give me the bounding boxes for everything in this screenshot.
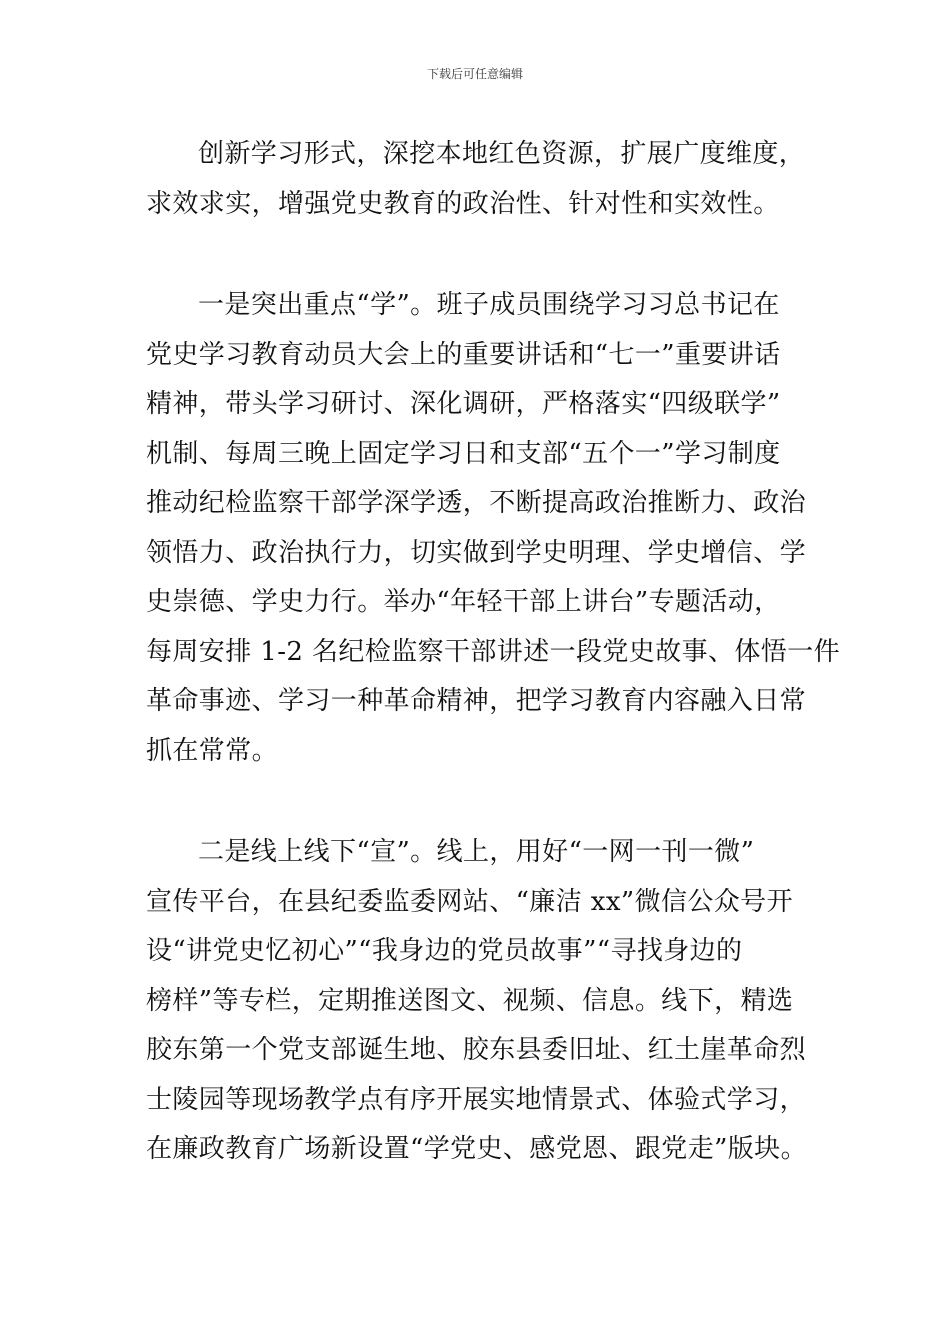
- paragraph-promotion: [146, 828, 808, 1175]
- text-line: 每周安排 1-2 名纪检监察干部讲述一段党史故事、体悟一件: [146, 636, 840, 667]
- paragraph-study: [146, 281, 840, 776]
- text-line: 党史学习教育动员大会上的重要讲话和“七一”重要讲话: [146, 339, 781, 370]
- text-line: 求效求实，增强党史教育的政治性、针对性和实效性。: [146, 188, 780, 219]
- text-line: 领悟力、政治执行力，切实做到学史明理、学史增信、学: [146, 537, 807, 568]
- document-body: [146, 130, 840, 1227]
- page-header-note: 下载后可任意编辑: [426, 67, 523, 81]
- text-line: 二是线上线下“宣”。线上，用好“一网一刊一微”: [198, 837, 755, 867]
- text-line: 设“讲党史忆初心”“我身边的党员故事”“寻找身边的: [146, 936, 743, 966]
- text-line: 史崇德、学史力行。举办“年轻干部上讲台”专题活动，: [146, 587, 781, 617]
- paragraph-intro: [146, 130, 808, 229]
- text-line: 胶东第一个党支部诞生地、胶东县委旧址、红土崖革命烈: [146, 1035, 807, 1065]
- text-line: 创新学习形式，深挖本地红色资源，扩展广度维度，: [198, 139, 806, 169]
- text-line: 士陵园等现场教学点有序开展实地情景式、体验式学习，: [146, 1084, 807, 1115]
- text-line: 精神，带头学习研讨、深化调研，严格落实“四级联学”: [146, 389, 781, 419]
- text-line: 在廉政教育广场新设置“学党史、感党恩、跟党走”版块。: [146, 1134, 807, 1164]
- text-line: 榜样”等专栏，定期推送图文、视频、信息。线下，精选: [146, 985, 794, 1016]
- text-line: 机制、每周三晚上固定学习日和支部“五个一”学习制度: [146, 438, 781, 469]
- text-line: 革命事迹、学习一种革命精神，把学习教育内容融入日常: [146, 686, 807, 716]
- text-line: 宣传平台，在县纪委监委网站、“廉洁 xx”微信公众号开: [146, 886, 793, 917]
- text-line: 一是突出重点“学”。班子成员围绕学习习总书记在: [198, 290, 780, 320]
- text-line: 抓在常常。: [146, 735, 279, 766]
- text-line: 推动纪检监察干部学深学透，不断提高政治推断力、政治: [146, 488, 807, 518]
